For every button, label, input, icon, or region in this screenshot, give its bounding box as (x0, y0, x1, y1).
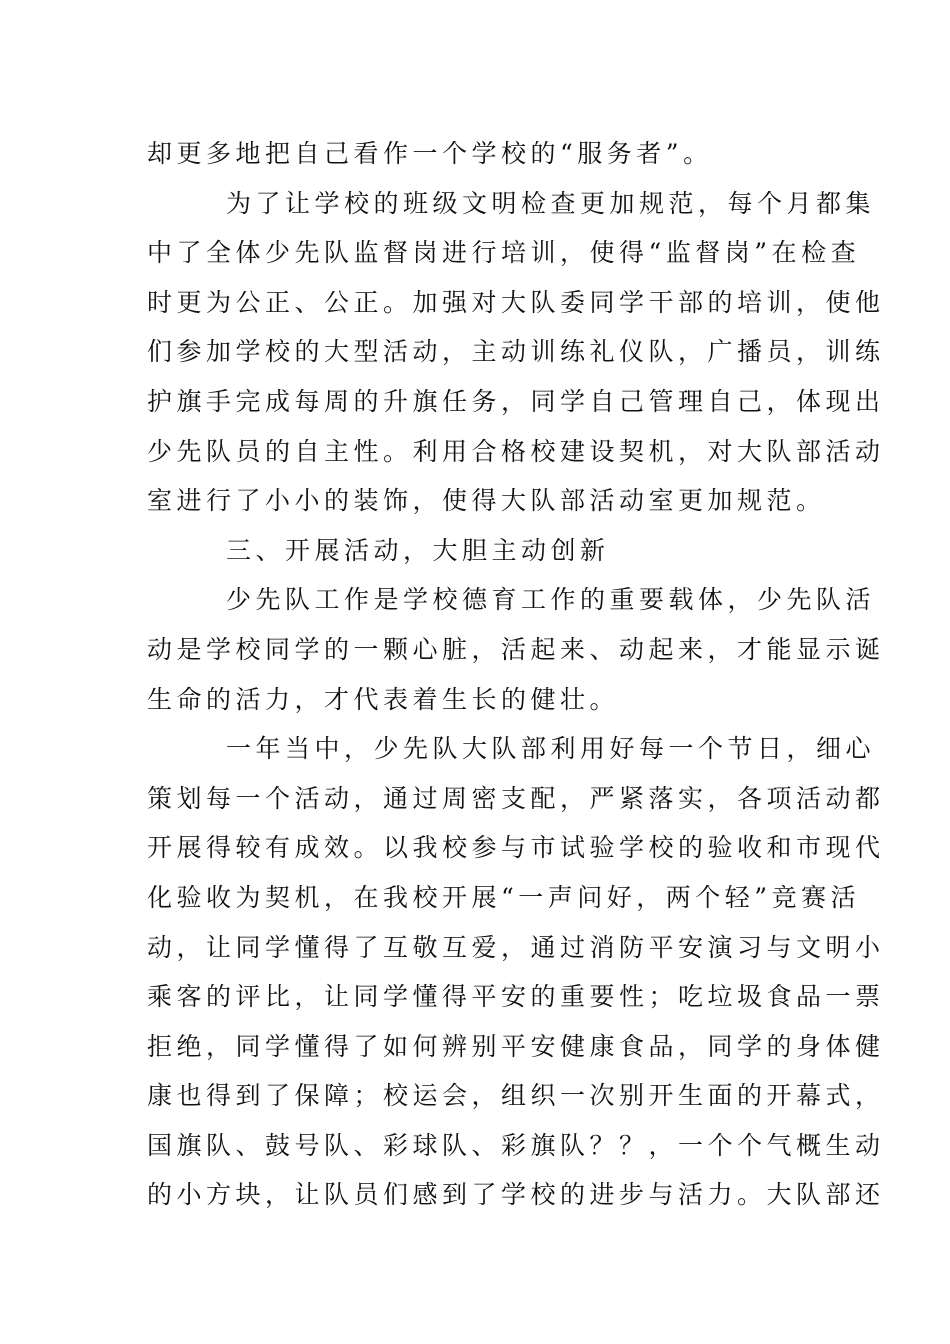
text-line-12: 生命的活力，才代表着生长的健壮。 (147, 684, 620, 714)
text-line-6: 护旗手完成每周的升旗任务，同学自己管理自己，体现出 (147, 386, 885, 416)
text-line-16: 化验收为契机，在我校开展“一声问好，两个轻”竞赛活 (147, 882, 861, 912)
text-line-3: 中了全体少先队监督岗进行培训，使得“监督岗”在检查 (147, 238, 861, 268)
text-line-10: 少先队工作是学校德育工作的重要载体，少先队活 (226, 585, 876, 615)
text-line-1: 却更多地把自己看作一个学校的“服务者”。 (147, 139, 713, 168)
text-line-8: 室进行了小小的装饰，使得大队部活动室更加规范。 (147, 486, 826, 516)
text-line-13: 一年当中，少先队大队部利用好每一个节日，细心 (226, 734, 876, 764)
text-line-17: 动，让同学懂得了互敬互爱，通过消防平安演习与文明小 (147, 932, 885, 962)
text-line-19: 拒绝，同学懂得了如何辨别平安健康食品，同学的身体健 (147, 1031, 885, 1061)
text-line-11: 动是学校同学的一颗心脏，活起来、动起来，才能显示诞 (147, 634, 885, 664)
section-heading: 三、开展活动，大胆主动创新 (226, 535, 610, 565)
text-line-5: 们参加学校的大型活动，主动训练礼仪队，广播员，训练 (147, 337, 885, 367)
text-line-2: 为了让学校的班级文明检查更加规范，每个月都集 (226, 188, 876, 218)
text-line-15: 开展得较有成效。以我校参与市试验学校的验收和市现代 (147, 833, 885, 863)
text-line-22: 的小方块，让队员们感到了学校的进步与活力。大队部还 (147, 1180, 885, 1210)
text-line-7: 少先队员的自主性。利用合格校建设契机，对大队部活动 (147, 436, 885, 466)
text-line-18: 乘客的评比，让同学懂得平安的重要性；吃垃圾食品一票 (147, 982, 885, 1012)
text-line-20: 康也得到了保障；校运会，组织一次别开生面的开幕式， (147, 1081, 885, 1111)
text-line-4: 时更为公正、公正。加强对大队委同学干部的培训，使他 (147, 287, 885, 317)
text-line-14: 策划每一个活动，通过周密支配，严紧落实，各项活动都 (147, 783, 885, 813)
body-text (147, 129, 885, 1220)
text-line-21: 国旗队、鼓号队、彩球队、彩旗队？？，一个个气概生动 (147, 1130, 885, 1160)
